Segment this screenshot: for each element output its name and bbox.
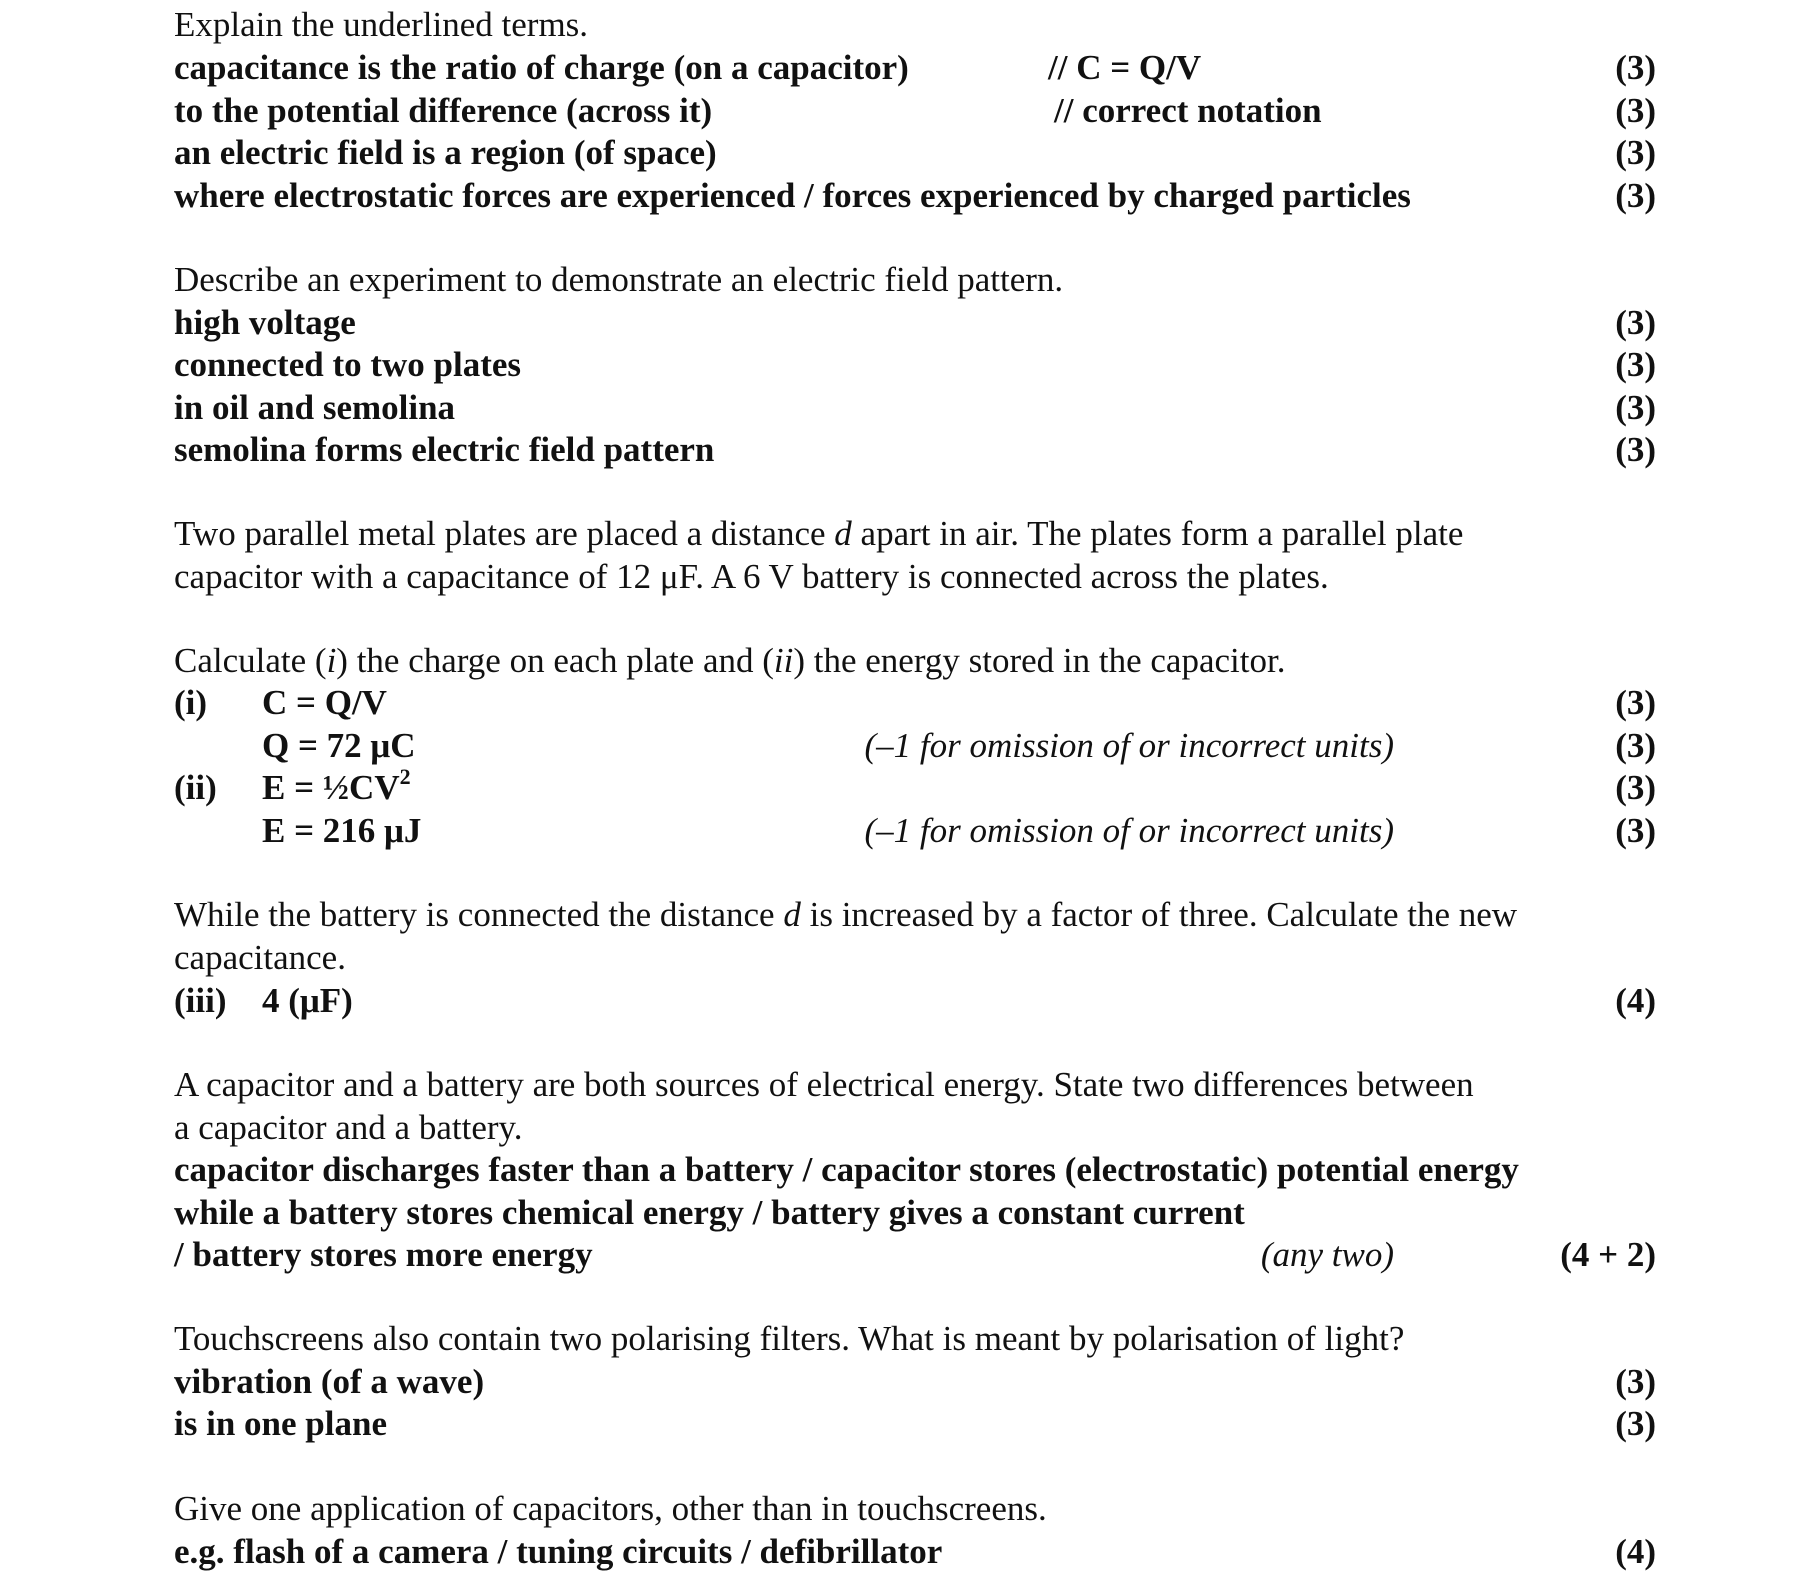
mark-value: (3): [1615, 726, 1656, 765]
question-experiment: Describe an experiment to demonstrate an electric field pattern.: [174, 260, 1064, 299]
variable-d: d: [834, 514, 852, 553]
equation: Q = 72 μC: [262, 726, 416, 765]
part-label: ii: [773, 641, 794, 680]
answer-line: capacitor discharges faster than a battery / capacitor stores (electrostatic) potential energy: [174, 1150, 1519, 1189]
answer-line: semolina forms electric field pattern: [174, 430, 715, 469]
question-polarisation: Touchscreens also contain two polarising filters. What is meant by polarisation of light?: [174, 1319, 1405, 1358]
text-fragment: Two parallel metal plates are placed a distance: [174, 514, 835, 553]
mark-value: (3): [1615, 1404, 1656, 1443]
question-differences: A capacitor and a battery are both sources of electrical energy. State two differences between: [174, 1065, 1474, 1104]
question-explain-terms: Explain the underlined terms.: [174, 5, 589, 44]
mark-value: (3): [1615, 768, 1656, 807]
capacitor-setup-text: [174, 513, 1463, 555]
answer-line: capacitance is the ratio of charge (on a capacitor): [174, 48, 909, 87]
text-fragment: While the battery is connected the distance: [174, 895, 784, 934]
question-new-capacitance-2: capacitance.: [174, 938, 346, 977]
answer-line: in oil and semolina: [174, 388, 456, 427]
answer-line: where electrostatic forces are experienced / forces experienced by charged particles: [174, 176, 1411, 215]
text-fragment: E = ½CV: [262, 768, 400, 807]
mark-value: (3): [1615, 133, 1656, 172]
mark-value: (3): [1615, 1362, 1656, 1401]
equation: E = 216 μJ: [262, 811, 422, 850]
answer-line: an electric field is a region (of space): [174, 133, 717, 172]
mark-value: (3): [1615, 430, 1656, 469]
answer-line: e.g. flash of a camera / tuning circuits / defibrillator: [174, 1532, 943, 1571]
mark-value: (3): [1615, 91, 1656, 130]
answer-capacitance: 4 (μF): [262, 981, 353, 1020]
mark-value: (3): [1615, 811, 1656, 850]
mark-value: (4 + 2): [1560, 1235, 1656, 1274]
question-calculate: [174, 640, 1285, 682]
answer-line: high voltage: [174, 303, 356, 342]
text-fragment: ) the charge on each plate and (: [336, 641, 774, 680]
equation: C = Q/V: [262, 683, 387, 722]
answer-line: to the potential difference (across it): [174, 91, 713, 130]
side-note-formula: // C = Q/V: [1048, 48, 1202, 87]
mark-value: (3): [1615, 683, 1656, 722]
answer-line: vibration (of a wave): [174, 1362, 485, 1401]
mark-value: (3): [1615, 176, 1656, 215]
text-fragment: apart in air. The plates form a parallel plate: [851, 514, 1464, 553]
side-note-notation: // correct notation: [1054, 91, 1322, 130]
mark-value: (3): [1615, 388, 1656, 427]
variable-d: d: [783, 895, 801, 934]
answer-line: / battery stores more energy: [174, 1235, 593, 1274]
answer-line: while a battery stores chemical energy / battery gives a constant current: [174, 1193, 1245, 1232]
units-note: (–1 for omission of or incorrect units): [864, 726, 1394, 765]
part-i-label: (i): [174, 683, 208, 722]
mark-value: (4): [1615, 981, 1656, 1020]
answer-line: connected to two plates: [174, 345, 522, 384]
answer-line: is in one plane: [174, 1404, 387, 1443]
part-label: i: [326, 641, 337, 680]
part-ii-label: (ii): [174, 768, 217, 807]
text-fragment: ) the energy stored in the capacitor.: [793, 641, 1286, 680]
text-fragment: is increased by a factor of three. Calculate the new: [800, 895, 1518, 934]
question-differences-2: a capacitor and a battery.: [174, 1108, 523, 1147]
mark-value: (4): [1615, 1532, 1656, 1571]
part-iii-label: (iii): [174, 981, 227, 1020]
units-note: (–1 for omission of or incorrect units): [864, 811, 1394, 850]
mark-value: (3): [1615, 303, 1656, 342]
capacitor-setup-text-2: capacitor with a capacitance of 12 μF. A 6 V battery is connected across the plates.: [174, 557, 1329, 596]
mark-value: (3): [1615, 48, 1656, 87]
text-fragment: Calculate (: [174, 641, 327, 680]
any-two-note: (any two): [1260, 1235, 1394, 1274]
question-new-capacitance: [174, 894, 1517, 936]
question-application: Give one application of capacitors, other than in touchscreens.: [174, 1489, 1047, 1528]
equation: [262, 764, 411, 809]
superscript: 2: [399, 764, 411, 790]
mark-value: (3): [1615, 345, 1656, 384]
